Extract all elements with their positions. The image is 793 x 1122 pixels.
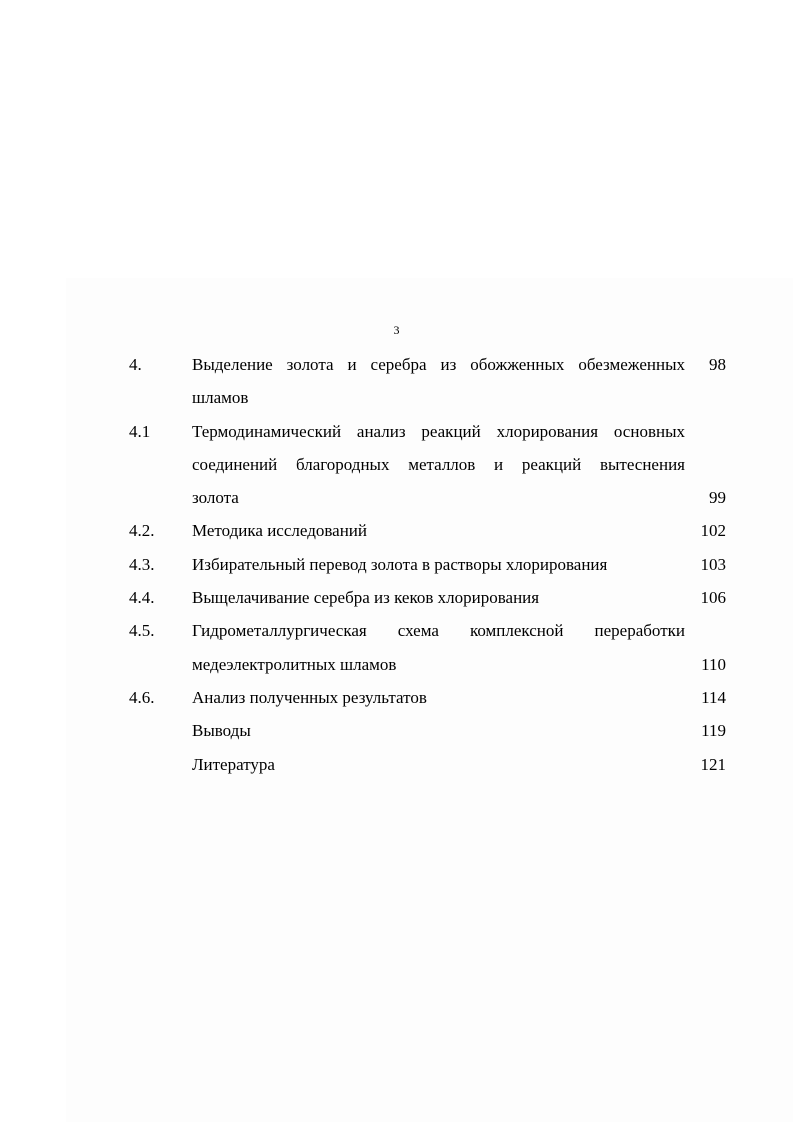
toc-entry-number: 4.5. bbox=[129, 621, 155, 641]
toc-entry-title-line: Литература bbox=[192, 754, 275, 774]
toc-entry-number: 4.2. bbox=[129, 521, 155, 541]
toc-entry-title bbox=[192, 714, 685, 747]
toc-entry-page: 114 bbox=[701, 687, 726, 707]
toc-entry-page: 102 bbox=[700, 521, 726, 541]
toc-entry-number: 4.3. bbox=[129, 554, 155, 574]
toc-entry-title-line: Гидрометаллургическая схема комплексной переработки bbox=[192, 621, 685, 641]
toc-entry bbox=[0, 514, 793, 547]
toc-entry-page: 103 bbox=[700, 554, 726, 574]
toc-entry-title-line: Избирательный перевод золота в растворы хлорирования bbox=[192, 554, 608, 574]
page-number: 3 bbox=[393, 323, 400, 337]
toc-entry bbox=[0, 348, 793, 415]
toc-entry bbox=[0, 415, 793, 515]
toc-entry-title bbox=[192, 514, 685, 547]
toc-entry-page: 119 bbox=[701, 721, 726, 741]
toc-entry-title bbox=[192, 748, 685, 781]
toc-entry bbox=[0, 581, 793, 614]
toc-entry-title bbox=[192, 548, 685, 581]
toc-entry-title bbox=[192, 415, 685, 515]
toc-entry-title-line: Выделение золота и серебра из обожженных обезмеженных bbox=[192, 355, 685, 374]
toc-entry-page: 99 bbox=[709, 488, 726, 508]
toc-entry-title bbox=[192, 614, 685, 681]
toc-entry-title-line: Анализ полученных результатов bbox=[192, 687, 427, 707]
toc-entry-title-line: медеэлектролитных шламов bbox=[192, 654, 397, 674]
toc-entry-title-line: золота bbox=[192, 488, 239, 508]
toc-entry-page: 121 bbox=[700, 754, 726, 774]
toc-entry bbox=[0, 681, 793, 714]
toc-entry-number: 4.4. bbox=[129, 588, 155, 608]
toc-entry-title-line: Методика исследований bbox=[192, 521, 367, 541]
toc-entry bbox=[0, 748, 793, 781]
toc-entry bbox=[0, 614, 793, 681]
toc-entry-number: 4.1 bbox=[129, 421, 151, 441]
table-of-contents bbox=[0, 348, 793, 781]
toc-entry-title-line: шламов bbox=[192, 388, 249, 408]
toc-entry-number: 4. bbox=[129, 355, 142, 374]
toc-entry bbox=[0, 548, 793, 581]
toc-entry-title-line: Термодинамический анализ реакций хлорирования основных bbox=[192, 421, 685, 441]
toc-entry bbox=[0, 714, 793, 747]
toc-entry-title bbox=[192, 681, 685, 714]
toc-entry-number: 4.6. bbox=[129, 687, 155, 707]
toc-entry-title-line: Выводы bbox=[192, 721, 251, 741]
toc-entry-title-line: Выщелачивание серебра из кеков хлорирования bbox=[192, 588, 540, 608]
toc-entry-title-line: соединений благородных металлов и реакций вытеснения bbox=[192, 454, 685, 474]
toc-entry-page: 106 bbox=[700, 588, 726, 608]
toc-entry-page: 110 bbox=[701, 654, 726, 674]
toc-entry-page: 98 bbox=[709, 355, 726, 374]
toc-entry-title bbox=[192, 581, 685, 614]
toc-entry-title bbox=[192, 348, 685, 415]
